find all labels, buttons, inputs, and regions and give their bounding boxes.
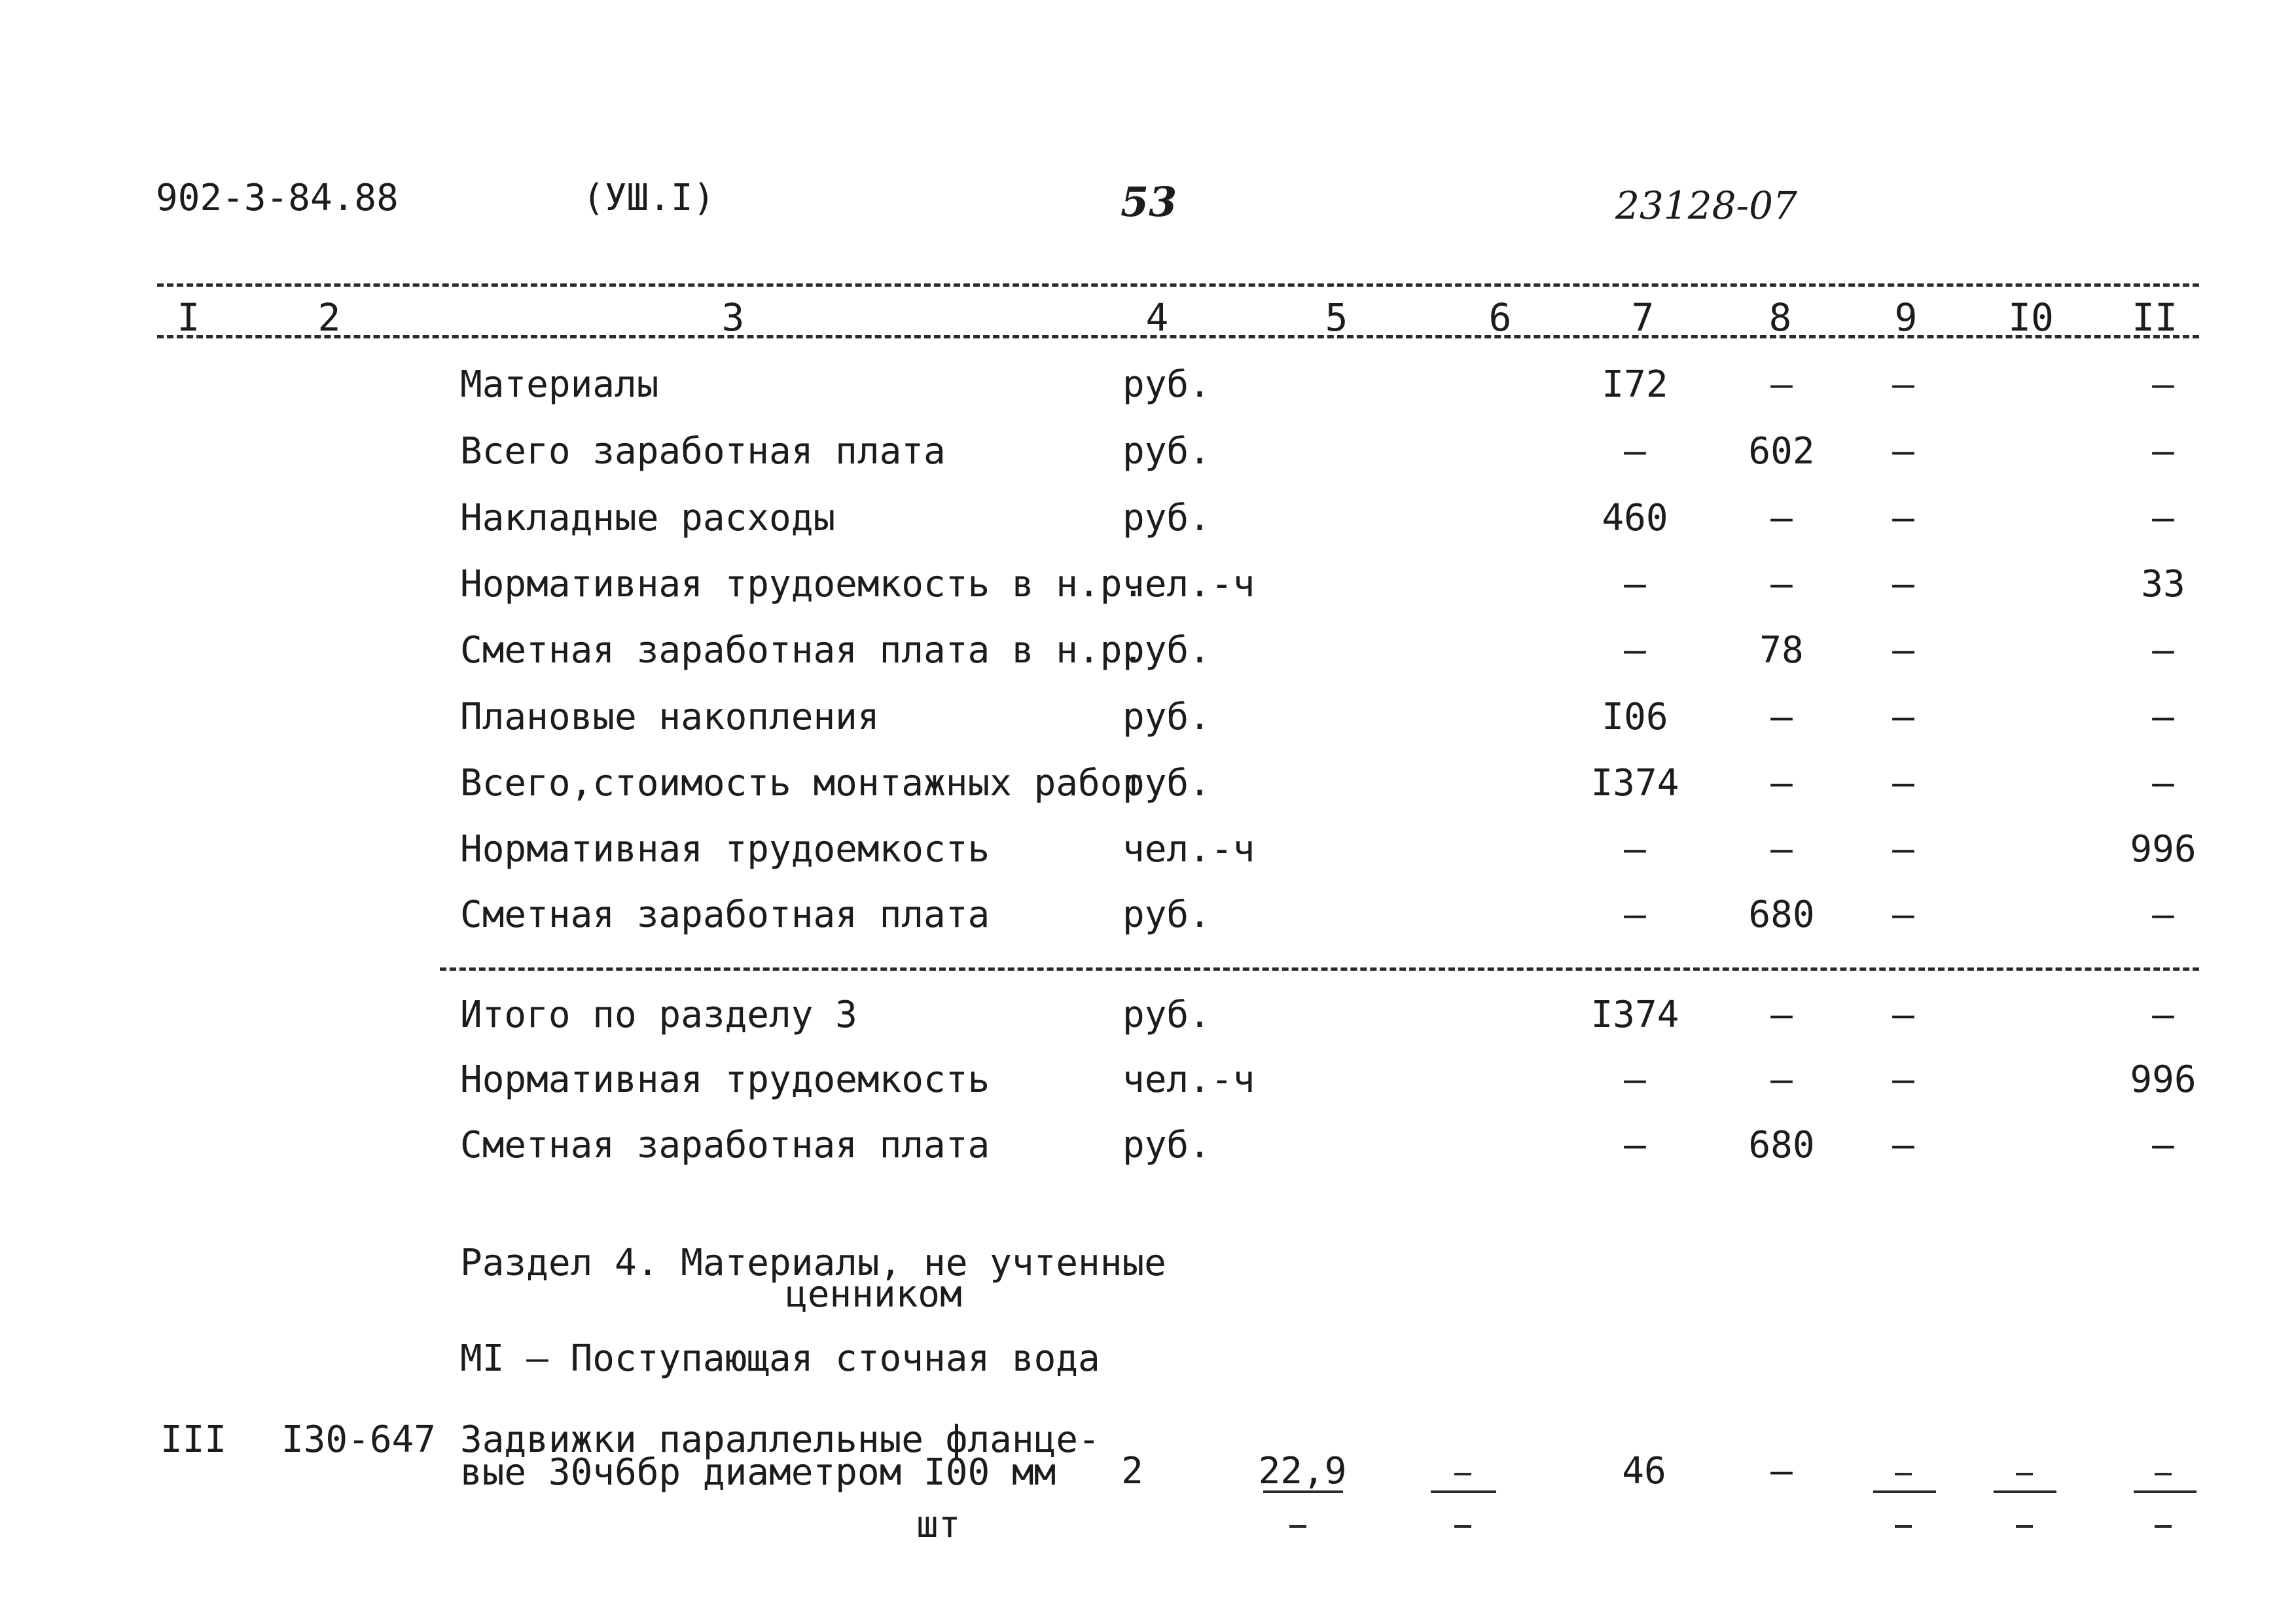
volume-label: (УШ.I) xyxy=(583,177,715,219)
row-col11: – xyxy=(2152,363,2174,406)
row-label: Сметная заработная плата в н.р. xyxy=(460,629,1145,672)
row-col7: I72 xyxy=(1602,363,1668,406)
row-col11: – xyxy=(2152,696,2174,738)
column-number: I xyxy=(177,295,200,340)
reference-number: 23128-07 xyxy=(1615,183,1797,228)
row-col11: 33 xyxy=(2141,563,2185,605)
row-unit: руб. xyxy=(1122,363,1211,406)
dash-mark xyxy=(1895,1473,1912,1475)
document-code: 902-3-84.88 xyxy=(156,177,399,219)
underline xyxy=(1873,1490,1936,1493)
column-number: II xyxy=(2132,295,2178,340)
row-col9: – xyxy=(1892,1124,1914,1166)
row-col8: 602 xyxy=(1748,430,1815,473)
row-col7: – xyxy=(1624,828,1646,871)
column-number: 6 xyxy=(1488,295,1512,340)
row-col9: – xyxy=(1892,1058,1914,1101)
row-col7: – xyxy=(1624,893,1646,936)
row-col7: I374 xyxy=(1590,762,1679,804)
row-col9: – xyxy=(1892,563,1914,605)
column-number: 3 xyxy=(721,295,745,340)
row-col8: – xyxy=(1770,497,1793,539)
dash-mark xyxy=(1454,1525,1471,1528)
row-unit: руб. xyxy=(1122,629,1211,672)
row-col8: – xyxy=(1770,994,1793,1036)
row-label: Итого по разделу 3 xyxy=(460,994,857,1036)
row-col11: – xyxy=(2152,430,2174,473)
row-col11: – xyxy=(2152,994,2174,1036)
row-col9: – xyxy=(1892,497,1914,539)
header-top-dashed-rule xyxy=(157,283,2199,287)
row-col11: – xyxy=(2152,497,2174,539)
row-col9: – xyxy=(1892,994,1914,1036)
row-col8: – xyxy=(1770,1058,1793,1101)
row-col7: I374 xyxy=(1590,994,1679,1036)
row-col7: – xyxy=(1624,563,1646,605)
column-number: 8 xyxy=(1768,295,1792,340)
row-col8: 680 xyxy=(1748,893,1815,936)
item-total: 46 xyxy=(1622,1450,1666,1492)
row-label: Накладные расходы xyxy=(460,497,836,539)
row-col9: – xyxy=(1892,893,1914,936)
row-col11: – xyxy=(2152,629,2174,672)
row-col8: – xyxy=(1770,762,1793,804)
row-col7: – xyxy=(1624,430,1646,473)
row-col9: – xyxy=(1892,762,1914,804)
row-col11: – xyxy=(2152,1124,2174,1166)
row-unit: руб. xyxy=(1122,696,1211,738)
totals-dashed-rule xyxy=(440,967,2199,971)
item-unit-price: 22,9 xyxy=(1258,1450,1347,1492)
row-label: Всего заработная плата xyxy=(460,430,946,473)
row-col8: 680 xyxy=(1748,1124,1815,1166)
column-number: I0 xyxy=(2008,295,2054,340)
row-unit: чел.-ч xyxy=(1122,1058,1255,1101)
underline xyxy=(1431,1490,1496,1493)
dash-mark xyxy=(1289,1525,1306,1528)
row-label: Материалы xyxy=(460,363,659,406)
row-unit: руб. xyxy=(1122,762,1211,804)
item-number: III xyxy=(160,1418,227,1461)
row-col8: – xyxy=(1770,363,1793,406)
item-description-continued: вые 30ч6бр диаметром I00 мм xyxy=(460,1451,1056,1494)
row-col11: 996 xyxy=(2130,828,2197,871)
item-code: I30-647 xyxy=(281,1418,437,1461)
row-unit: руб. xyxy=(1122,497,1211,539)
row-label: Плановые накопления xyxy=(460,696,880,738)
row-col9: – xyxy=(1892,629,1914,672)
row-label: Нормативная трудоемкость в н.р. xyxy=(460,563,1145,605)
column-number: 4 xyxy=(1145,295,1169,340)
item-col8: – xyxy=(1770,1450,1793,1492)
row-col8: – xyxy=(1770,828,1793,871)
row-unit: чел.-ч xyxy=(1122,828,1255,871)
item-unit: шт xyxy=(916,1504,961,1546)
section-title: Раздел 4. Материалы, не учтенные xyxy=(460,1242,1166,1284)
header-bottom-dashed-rule xyxy=(157,335,2199,338)
row-col7: I06 xyxy=(1602,696,1668,738)
row-col7: – xyxy=(1624,629,1646,672)
row-unit: руб. xyxy=(1122,994,1211,1036)
row-col11: – xyxy=(2152,893,2174,936)
column-number: 2 xyxy=(317,295,341,340)
row-col7: 460 xyxy=(1602,497,1668,539)
row-col7: – xyxy=(1624,1058,1646,1101)
column-number: 5 xyxy=(1325,295,1348,340)
column-number: 9 xyxy=(1894,295,1918,340)
row-col8: – xyxy=(1770,563,1793,605)
page-number: 53 xyxy=(1121,178,1177,226)
underline xyxy=(1263,1490,1343,1493)
row-label: Нормативная трудоемкость xyxy=(460,828,990,871)
row-label: Всего,стоимость монтажных работ xyxy=(460,762,1145,804)
row-label: Сметная заработная плата xyxy=(460,1124,990,1166)
dash-mark xyxy=(2016,1473,2033,1475)
dash-mark xyxy=(2155,1473,2172,1475)
subsection-title: MI – Поступающая сточная вода xyxy=(460,1337,1100,1380)
row-col7: – xyxy=(1624,1124,1646,1166)
underline xyxy=(2134,1490,2197,1493)
section-title-continued: ценником xyxy=(785,1273,962,1316)
row-unit: руб. xyxy=(1122,430,1211,473)
row-unit: руб. xyxy=(1122,893,1211,936)
row-label: Сметная заработная плата xyxy=(460,893,990,936)
row-col9: – xyxy=(1892,363,1914,406)
row-label: Нормативная трудоемкость xyxy=(460,1058,990,1101)
row-unit: чел.-ч xyxy=(1122,563,1255,605)
item-description: Задвижки параллельные фланце- xyxy=(460,1418,1100,1461)
row-col9: – xyxy=(1892,430,1914,473)
item-quantity: 2 xyxy=(1121,1450,1143,1492)
row-col11: – xyxy=(2152,762,2174,804)
dash-mark xyxy=(1895,1525,1912,1528)
row-col9: – xyxy=(1892,696,1914,738)
dash-mark xyxy=(2016,1525,2033,1528)
row-col11: 996 xyxy=(2130,1058,2197,1101)
row-col8: – xyxy=(1770,696,1793,738)
dash-mark xyxy=(1454,1473,1471,1475)
row-unit: руб. xyxy=(1122,1124,1211,1166)
row-col9: – xyxy=(1892,828,1914,871)
underline xyxy=(1994,1490,2056,1493)
dash-mark xyxy=(2155,1525,2172,1528)
column-number: 7 xyxy=(1631,295,1655,340)
row-col8: 78 xyxy=(1759,629,1804,672)
